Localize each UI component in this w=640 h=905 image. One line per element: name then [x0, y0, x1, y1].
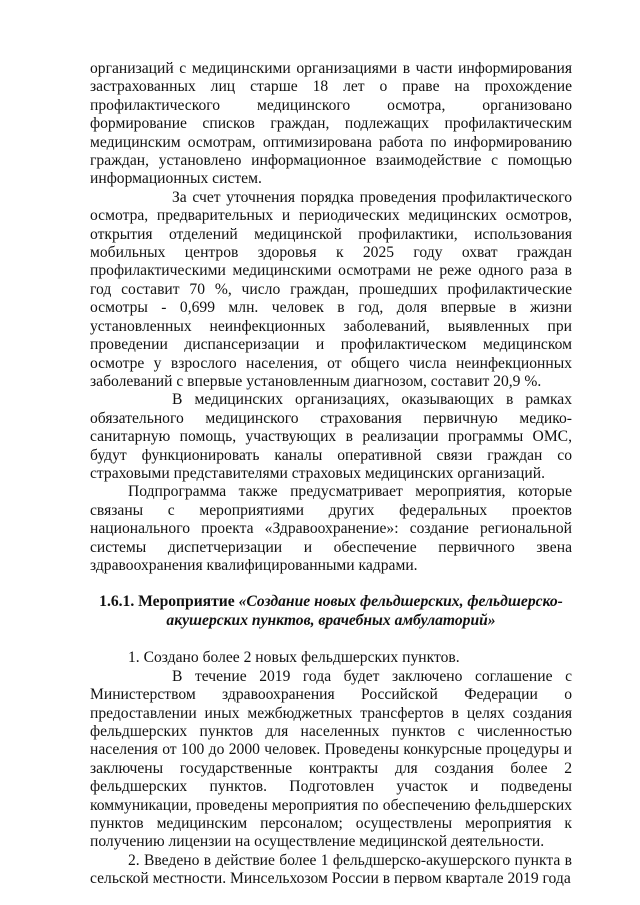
section-number: 1.6.1.: [99, 593, 135, 611]
paragraph-prevention-coverage: За счет уточнения порядка проведения профилактического осмотра, предварительных и периодических медицинских осмотров, открытия отделений медицинской профилактики, использования мобильных центров здоровья к 2025 году охват граждан профилактическими медицинскими осмотрами не реже одного раза в год составит 70 %, число граждан, прошедших профилактические осмотры - 0,699 млн. человек в год, доля впервые в жизни установленных неинфекционных заболеваний, выявленных при проведении диспансеризации и профилактическом медицинском осмотре у взрослого населения, от общего числа неинфекционных заболеваний с впервые установленным диагнозом, составит 20,9 %.: [90, 188, 572, 390]
paragraph-continuation: организаций с медицинскими организациями в части информирования застрахованных лиц старше 18 лет о праве на прохождение профилактического медицинского осмотра, организовано формирование списков граждан, подлежащих профилактическим медицинским осмотрам, оптимизирована работа по информированию граждан, установлено информационное взаимодействие с помощью информационных систем.: [90, 60, 572, 188]
list-item-1: 1. Создано более 2 новых фельдшерских пунктов.: [128, 649, 460, 667]
section-title: «Создание новых фельдшерских, фельдшерско-акушерских пунктов, врачебных амбулаторий»: [166, 593, 563, 630]
section-heading: [90, 592, 572, 630]
paragraph-oms-communication: В медицинских организациях, оказывающих в рамках обязательного медицинского страхования первичную медико-санитарную помощь, участвующих в реализации программы ОМС, будут функционировать каналы оперативной связи граждан со страховыми представителями страховых медицинских организаций.: [90, 391, 572, 482]
paragraph-feldsher-points: В течение 2019 года будет заключено соглашение с Министерством здравоохранения Российской Федерации о предоставлении иных межбюджетных трансфертов в целях создания фельдшерских пунктов для населенных пунктов с численностью населения от 100 до 2000 человек. Проведены конкурсные процедуры и заключены государственные контракты для создания более 2 фельдшерских пунктов. Подготовлен участок и подведены коммуникации, проведены мероприятия по обеспечению фельдшерских пунктов медицинским персоналом; осуществлены мероприятия к получению лицензии на осуществление медицинской деятельности.: [90, 667, 572, 851]
document-page: [90, 60, 572, 889]
list-item-2: 2. Введено в действие более 1 фельдшерско-акушерского пункта в сельской местности. Минсельхозом России в первом квартале 2019 года: [90, 851, 572, 888]
paragraph-subprogram: Подпрограмма также предусматривает мероприятия, которые связаны с мероприятиями других федеральных проектов национального проекта «Здравоохранение»: создание региональной системы диспетчеризации и обеспечение первичного звена здравоохранения квалифицированными кадрами.: [90, 483, 572, 574]
section-label: Мероприятие: [138, 593, 235, 611]
